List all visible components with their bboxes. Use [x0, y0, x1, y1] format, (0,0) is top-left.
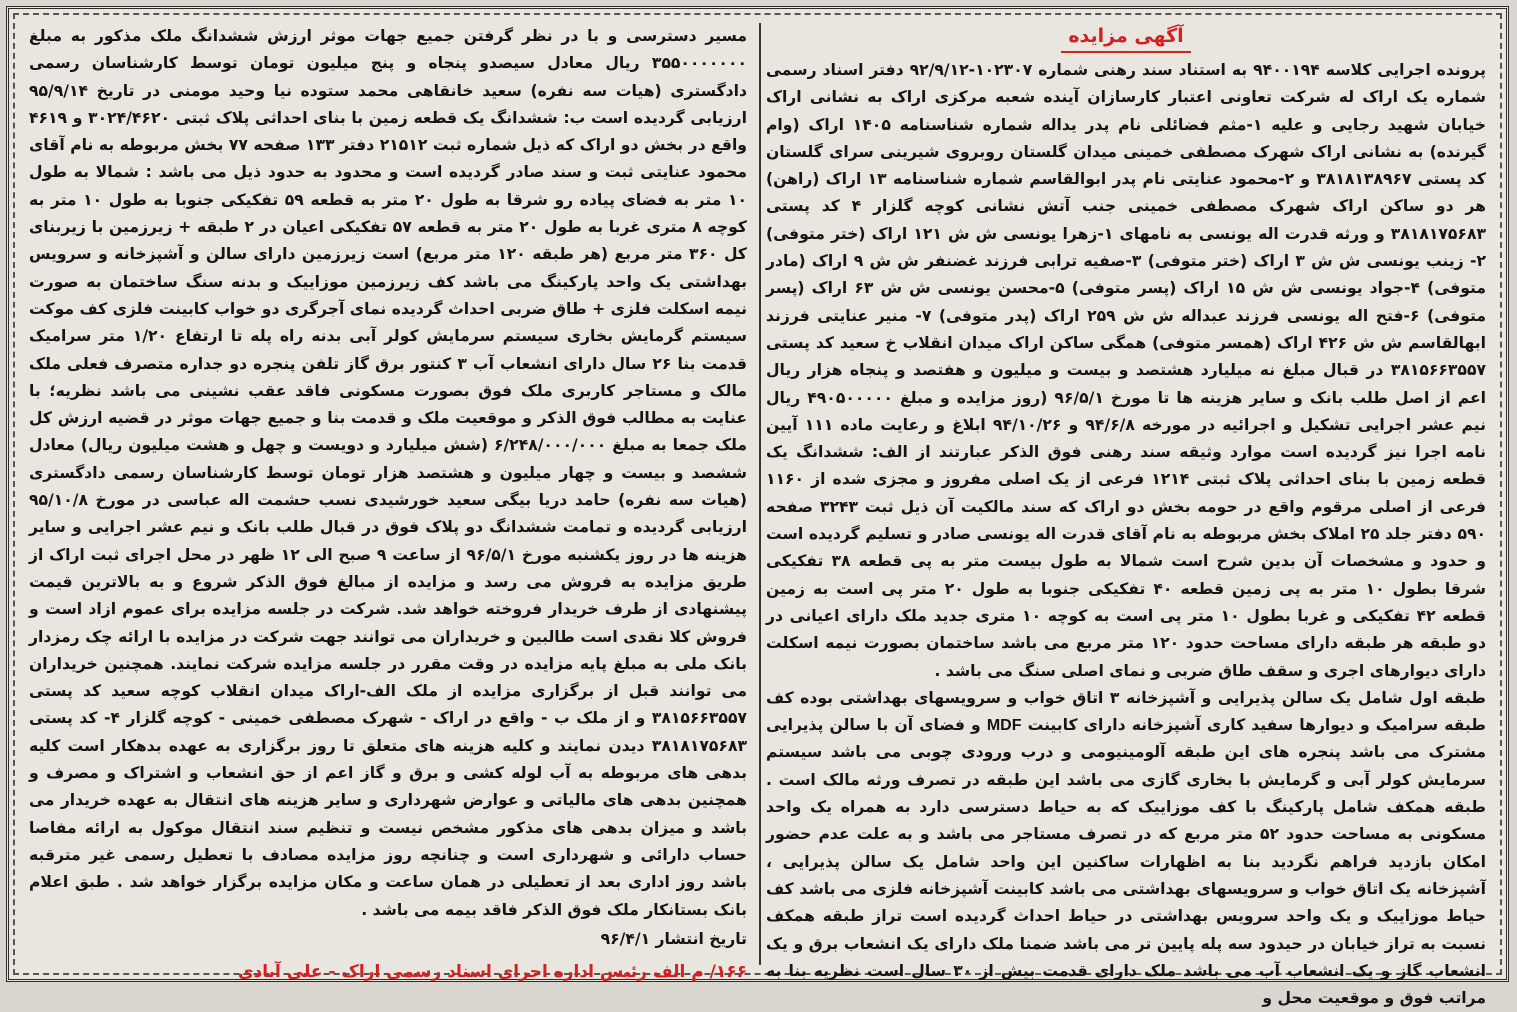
notice-paragraph-valuation-and-terms: مسیر دسترسی و با در نظر گرفتن جمیع جهات موثر ارزش ششدانگ ملک مذکور به مبلغ ۳۵۵۰۰۰۰۰۰۰ ریال معادل سیصدو پنجاه و پنج میلیون تومان توسط کارشناسان رسمی دادگستری (هیات سه نفره) سعید خانقاهی محمد ستوده نیا وحید مومنی در تاریخ ۹۵/۹/۱۴ ارزیابی گردیده است ب: ششدانگ یک قطعه زمین با بنای احداثی پلاک ثبتی ۳۰۲۴/۴۶۲۰ و ۴۶۱۹ واقع در بخش دو اراک که ذیل شماره ثبت ۲۱۵۱۲ دفتر ۱۳۳ صفحه ۷۷ بخش مربوطه به نام آقای محمود عنایتی ثبت و سند صادر گردیده است و محدود به حدود ذیل می باشد : شمالا به طول ۱۰ متر به فضای پیاده رو شرقا به طول ۲۰ متر به قطعه ۵۹ تفکیکی جنوبا به طول ۱۰ متر به کوچه ۸ متری غربا به طول ۲۰ متر به قطعه ۵۷ تفکیکی اعیان در ۲ طبقه + زیرزمین با زیربنای کل ۳۶۰ متر مربع (هر طبقه ۱۲۰ متر مربع) است زیرزمین دارای سالن و آشپزخانه و سرویس بهداشتی یک واحد پارکینگ می باشد کف زیرزمین موزاییک و بدنه سنگ ساختمان به صورت نیمه اسکلت فلزی + طاق ضربی احداث گردیده نمای آجرگری دو خواب کابینت فلزی کف موکت سیستم گرمایش بخاری سیستم سرمایش کولر آبی بدنه راه پله تا ارتفاع ۱/۲۰ متر سرامیک قدمت بنا ۲۶ سال دارای انشعاب آب ۳ کنتور برق گاز تلفن پنجره دو جداره متصرف فعلی ملک مالک و مستاجر کاربری ملک فوق بصورت مسکونی فاقد عقب نشینی می باشد نظریه؛ با عنایت به مطالب فوق الذکر و موقعیت ملک و قدمت بنا و جمیع جهات موثر در قضیه ارزش کل ملک جمعا به مبلغ ۶/۲۴۸/۰۰۰/۰۰۰ (شش میلیارد و دویست و چهل و هشت میلیون ریال) معادل ششصد و بیست و چهار میلیون و هشتصد هزار تومان توسط کارشناسان رسمی دادگستری (هیات سه نفره) حامد دریا بیگی سعید خورشیدی نسب حشمت اله عباسی در مورخ ۹۵/۱۰/۸ ارزیابی گردیده و تمامت ششدانگ دو پلاک فوق در قبال طلب بانک و نیم عشر اجرایی و سایر هزینه ها در روز یکشنبه مورخ ۹۶/۵/۱ از ساعت ۹ صبح الی ۱۲ ظهر در محل اجرای ثبت اراک از طریق مزایده به فروش می رسد و مزایده از مبالغ فوق الذکر شروع و به بالاترین قیمت پیشنهادی از طرف خریدار فروخته خواهد شد. شرکت در جلسه مزایده برای عموم ازاد است و فروش کلا نقدی است طالبین و خریداران می توانند جهت شرکت در مزایده با ارائه چک رمزدار بانک ملی به مبلغ پایه مزایده در وقت مقرر در جلسه مزایده شرکت نمایند. همچنین خریداران می توانند قبل از برگزاری مزایده از ملک الف-اراک میدان انقلاب کوچه سعید کد پستی ۳۸۱۵۶۶۳۵۵۷ و از ملک ب - واقع در اراک - شهرک مصطفی خمینی - کوچه گلزار ۴- کد پستی ۳۸۱۸۱۷۵۶۸۳ دیدن نمایند و کلیه هزینه های متعلق تا روز برگزاری به عهده بدهکار است کلیه بدهی های مربوطه به آب لوله کشی و برق و گاز اعم از حق انشعاب و اشتراک و مصرف و همچنین بدهی های مالیاتی و عوارض شهرداری و سایر هزینه های انتقال به عهده خریدار می باشد و میزان بدهی های مذکور مشخص نیست و تنظیم سند انتقال موکول به ارائه مفاصا حساب دارائی و شهرداری است و چنانچه روز مزایده مصادف با تعطیل رسمی غیر مترقبه باشد روز اداری بعد از تعطیلی در همان ساعت و مکان مزایده برگزار خواهد شد . طبق اعلام بانک بستانکار ملک فوق الذکر فاقد بیمه می باشد . — [29, 27, 748, 919]
column-divider — [759, 23, 761, 965]
signature-line: ۱۶۶/ م الف رئیس اداره اجرای اسناد رسمی اراک - علی آبادی — [237, 962, 747, 983]
notice-paragraph-case-details: پرونده اجرایی کلاسه ۹۴۰۰۱۹۴ به استناد سند رهنی شماره ۱۰۲۳۰۷-۹۲/۹/۱۲ دفتر اسناد رسمی شماره یک اراک له شرکت تعاونی اعتبار کارسازان آینده شعبه مرکزی اراک به نشانی اراک خیابان شهید رجایی و علیه ۱-مثم فضائلی نام پدر یداله شماره شناسنامه ۱۴۰۵ اراک (وام گیرنده) به نشانی اراک شهرک مصطفی خمینی میدان گلستان روبروی شیرینی سرای گلستان کد پستی ۳۸۱۸۱۳۸۹۶۷ و ۲-محمود عنایتی نام پدر ابوالقاسم شماره شناسنامه ۱۳ اراک (راهن) هر دو ساکن اراک شهرک مصطفی خمینی جنب آتش نشانی کوچه گلزار ۴ کد پستی ۳۸۱۸۱۷۵۶۸۳ و ورثه قدرت اله یونسی به نامهای ۱-زهرا یونسی ش ش ۱۲۱ اراک (ختر متوفی) ۲- زینب یونسی ش ش ۳ اراک (ختر متوفی) ۳-صفیه ترابی فرزند غضنفر ش ش ۹ اراک (مادر متوفی) ۴-جواد یونسی ش ش ۱۵ اراک (پسر متوفی) ۵-محسن یونسی ش ش ۶۳ اراک (پسر متوفی) ۶-فتح اله یونسی فرزند عبداله ش ش ۲۵۹ اراک (پدر متوفی) ۷- منیر عنایتی فرزند ابهالقاسم ش ش ۴۲۶ اراک (همسر متوفی) همگی ساکن اراک میدان انقلاب خ سعید کد پستی ۳۸۱۵۶۶۳۵۵۷ در قبال مبلغ نه میلیارد هشتصد و بیست و میلیون و هفتصد و پنجاه هزار ریال اعم از اصل طلب بانک و سایر هزینه ها تا مورخ ۹۶/۵/۱ (روز مزایده و مبلغ ۴۹۰۵۰۰۰۰۰ ریال نیم عشر اجرایی تشکیل و اجرائیه در مورخه ۹۴/۶/۸ و ۹۴/۱۰/۲۶ ابلاغ و رعایت ماده ۱۱۱ آیین نامه اجرا نیز گردیده است موارد وثیقه سند رهنی فوق الذکر عبارتند از الف: ششدانگ یک قطعه زمین با بنای احداثی پلاک ثبتی ۱۲۱۴ فرعی از یک اصلی مفروز و مجزی شده از ۱۱۶۰ فرعی از اصلی مرقوم واقع در حومه بخش دو اراک که سند مالکیت آن ذیل ثبت ۳۲۴۳ صفحه ۵۹۰ دفتر جلد ۲۵ املاک بخش مربوطه به نام آقای قدرت اله یونسی صادر و تسلیم گردیده است و حدود و مشخصات آن بدین شرح است شمالا به طول بیست متر به پی قطعه ۳۸ تفکیکی شرقا بطول ۱۰ متر به پی زمین قطعه ۴۰ تفکیکی جنوبا به طول ۲۰ متر پی است به زمین قطعه ۴۲ تفکیکی و غربا بطول ۱۰ متر پی است به کوچه ۱۰ متری جدید ملک دارای اعیانی در دو طبقه هر طبقه دارای مساحت حدود ۱۲۰ متر مربع می باشد ساختمان بصورت نیمه اسکلت دارای دیوارهای اجری و سقف طاق ضربی و نمای اصلی سنگ می باشد . — [766, 61, 1487, 680]
publish-date: تاریخ انتشار ۹۶/۴/۱ — [600, 929, 747, 948]
property-description-start: طبقه اول شامل یک سالن پذیرایی و آشپزخانه ۳ اتاق خواب و سرویسهای بهداشتی بوده کف طبقه سرامیک و دیوارها سفید کاری آشپزخانه دارای کابینت — [766, 688, 1486, 735]
mdf-term: MDF — [986, 717, 1022, 735]
notice-title: آگهی مزایده — [1068, 25, 1184, 47]
newspaper-clipping — [6, 6, 1509, 1008]
right-column — [766, 23, 1487, 1008]
notice-paragraph-property-description — [766, 685, 1486, 1012]
left-column — [29, 23, 748, 983]
property-description-end: و فضای آن با سالن پذیرایی مشترک می باشد پنجره های این طبقه آلومینیومی و درب ورودی چوبی می باشد سیستم سرمایش کولر آبی و گرمایش با بخاری گازی می باشد این طبقه در تصرف ورثه مالک است . طبقه همکف شامل پارکینگ با کف موزاییک که به حیاط دسترسی دارد به همراه یک واحد مسکونی به مساحت حدود ۵۲ متر مربع که در تصرف مستاجر می باشد و به علت عدم حضور امکان بازدید فراهم نگردید بنا به اظهارات ساکنین این واحد شامل یک سالن پذیرایی ، آشپزخانه یک اتاق خواب و سرویسهای بهداشتی می باشد کابینت آشپزخانه فلزی می باشد کف حیاط موزاییک و یک واحد سرویس بهداشتی در حیاط احداث گردیده است تراز طبقه همکف نسبت به تراز خیابان در حیدود سه پله پایین تر می باشد ضمنا ملک دارای یک انشعاب برق و یک انشعاب گاز و یک انشعاب آب می باشد ملک دارای قدمت بیش از ۳۰ سال است نظریه بنا به مراتب فوق و موقعیت محل و — [766, 716, 1486, 1008]
title-underline — [1061, 51, 1191, 53]
